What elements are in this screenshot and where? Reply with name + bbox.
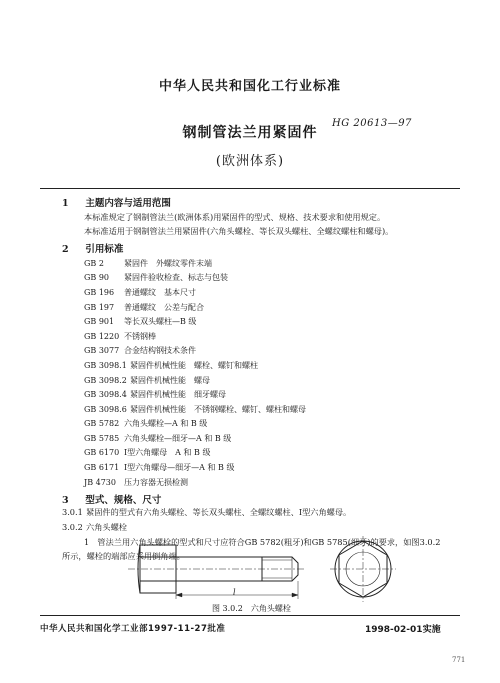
reference-title: 紧固件机械性能 细牙螺母 xyxy=(130,390,226,399)
section-1-paragraph-2: 本标准适用于钢制管法兰用紧固件(六角头螺栓、等长双头螺柱、全螺纹螺柱和螺母)。 xyxy=(84,226,394,236)
section-3-number: 3 xyxy=(62,495,69,506)
standard-code: HG 20613—97 xyxy=(332,118,412,129)
clause-3-0-1 xyxy=(62,507,351,518)
reference-title: 紧固件验收检查、标志与包装 xyxy=(124,273,228,282)
footer-divider xyxy=(40,615,460,616)
reference-item xyxy=(84,345,196,356)
clause-3-0-2-paragraph-line-1: 1 管法兰用六角头螺栓的型式和尺寸应符合GB 5782(粗牙)和GB 5785(细牙)的要求，如图3.0.2 xyxy=(84,537,441,547)
reference-code: GB 1220 xyxy=(84,332,120,341)
section-3-title: 型式、规格、尺寸 xyxy=(85,495,162,506)
clause-3-0-2-paragraph-line-2: 所示，螺栓的端部应采用倒角端。 xyxy=(62,551,185,561)
reference-item xyxy=(84,272,228,283)
reference-code: GB 6171 xyxy=(84,463,120,472)
reference-code: GB 2 xyxy=(84,259,104,268)
reference-item xyxy=(84,375,210,386)
reference-item xyxy=(84,477,188,488)
reference-item xyxy=(84,287,196,298)
reference-item xyxy=(84,258,212,269)
hex-bolt-figure xyxy=(0,535,500,605)
reference-item xyxy=(84,331,156,342)
reference-item xyxy=(84,404,306,415)
reference-item xyxy=(84,447,210,458)
clause-3-0-2-title: 六角头螺栓 xyxy=(86,522,127,532)
reference-code: JB 4730 xyxy=(84,478,116,487)
clause-3-0-2-number: 3.0.2 xyxy=(62,522,83,532)
clause-3-0-1-text: 紧固件的型式有六角头螺栓、等长双头螺柱、全螺纹螺柱、Ⅰ型六角螺母。 xyxy=(86,507,352,517)
reference-title: 紧固件机械性能 不锈钢螺栓、螺钉、螺柱和螺母 xyxy=(130,405,306,414)
reference-item xyxy=(84,462,234,473)
reference-code: GB 3098.4 xyxy=(84,390,127,399)
clause-3-0-1-number: 3.0.1 xyxy=(62,507,83,517)
reference-code: GB 3077 xyxy=(84,346,120,355)
section-2-number: 2 xyxy=(62,244,69,255)
section-2-heading xyxy=(62,241,123,255)
section-1-number: 1 xyxy=(62,198,69,209)
reference-title: 六角头螺栓—细牙—A 和 B 级 xyxy=(124,434,232,443)
reference-title: 压力容器无损检测 xyxy=(124,478,188,487)
reference-title: 不锈钢棒 xyxy=(124,332,156,341)
section-1-paragraph-1: 本标准规定了钢制管法兰(欧洲体系)用紧固件的型式、规格、技术要求和使用规定。 xyxy=(84,212,386,222)
reference-code: GB 901 xyxy=(84,317,115,326)
section-1-title: 主题内容与适用范围 xyxy=(85,198,171,209)
approval-statement: 中华人民共和国化学工业部1997-11-27批准 xyxy=(40,624,226,634)
bolt-side-view xyxy=(128,545,306,599)
section-3-heading xyxy=(62,492,161,506)
section-1-heading xyxy=(62,195,171,209)
reference-code: GB 3098.1 xyxy=(84,361,127,370)
reference-item xyxy=(84,389,226,400)
document-subtitle: (欧洲体系) xyxy=(215,154,285,169)
reference-item xyxy=(84,316,196,327)
reference-code: GB 197 xyxy=(84,303,115,312)
reference-item xyxy=(84,433,231,444)
reference-title: 紧固件机械性能 螺母 xyxy=(130,376,210,385)
figure-caption: 图 3.0.2 六角头螺栓 xyxy=(212,604,291,613)
page-number: 771 xyxy=(452,656,466,664)
reference-title: Ⅰ型六角螺母 A 和 B 级 xyxy=(124,448,211,457)
reference-code: GB 3098.2 xyxy=(84,376,127,385)
reference-title: 合金结构钢技术条件 xyxy=(124,346,196,355)
reference-code: GB 196 xyxy=(84,288,115,297)
implementation-date: 1998-02-01实施 xyxy=(365,625,441,635)
clause-3-0-2-heading xyxy=(62,522,127,533)
reference-title: 紧固件 外螺纹零件末端 xyxy=(124,259,212,268)
reference-title: 六角头螺栓—A 和 B 级 xyxy=(124,419,208,428)
reference-code: GB 5782 xyxy=(84,419,120,428)
dimension-label-l: l xyxy=(233,588,236,597)
reference-title: Ⅰ型六角螺母—细牙—A 和 B 级 xyxy=(124,463,235,472)
issuing-authority-title: 中华人民共和国化工行业标准 xyxy=(158,79,341,94)
reference-title: 普通螺纹 公差与配合 xyxy=(124,303,204,312)
reference-item xyxy=(84,302,204,313)
reference-code: GB 3098.6 xyxy=(84,405,127,414)
reference-item xyxy=(84,360,258,371)
header-divider xyxy=(40,188,460,189)
reference-item xyxy=(84,418,207,429)
reference-title: 普通螺纹 基本尺寸 xyxy=(124,288,196,297)
document-title: 钢制管法兰用紧固件 xyxy=(182,125,318,141)
reference-code: GB 5785 xyxy=(84,434,120,443)
bolt-end-view xyxy=(330,536,396,602)
reference-code: GB 90 xyxy=(84,273,109,282)
reference-code: GB 6170 xyxy=(84,448,120,457)
reference-title: 紧固件机械性能 螺栓、螺钉和螺柱 xyxy=(130,361,258,370)
section-2-title: 引用标准 xyxy=(85,244,124,255)
reference-title: 等长双头螺柱—B 级 xyxy=(124,317,197,326)
